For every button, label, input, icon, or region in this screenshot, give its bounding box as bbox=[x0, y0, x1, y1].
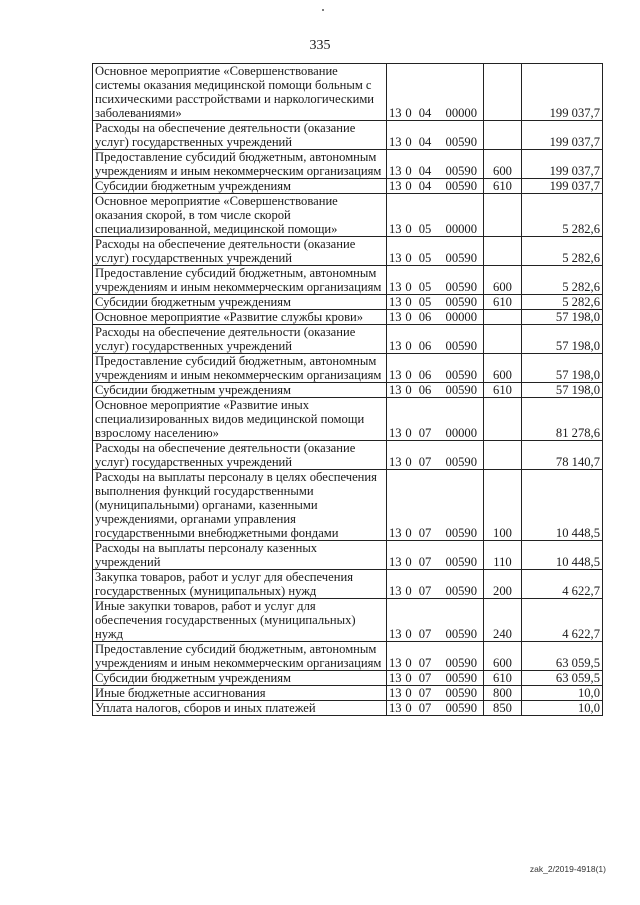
code-segment: 13 bbox=[389, 426, 402, 440]
table-row bbox=[93, 671, 603, 686]
row-name: Субсидии бюджетным учреждениям bbox=[93, 383, 387, 398]
code-segment: 00590 bbox=[445, 656, 477, 670]
code-segment: 00000 bbox=[445, 222, 477, 236]
code-segment: 07 bbox=[418, 584, 432, 598]
row-name: Иные бюджетные ассигнования bbox=[93, 686, 387, 701]
row-target-code bbox=[387, 441, 484, 470]
code-segment: 00000 bbox=[445, 106, 477, 120]
row-target-code bbox=[387, 325, 484, 354]
page-number: 335 bbox=[309, 38, 331, 53]
row-name: Субсидии бюджетным учреждениям bbox=[93, 295, 387, 310]
row-target-code bbox=[387, 237, 484, 266]
code-segment: 13 bbox=[389, 339, 402, 353]
row-target-code bbox=[387, 398, 484, 441]
row-name: Закупка товаров, работ и услуг для обеспечения государственных (муниципальных) нужд bbox=[93, 570, 387, 599]
code-segment: 06 bbox=[418, 383, 432, 397]
code-segment: 07 bbox=[418, 455, 432, 469]
code-segment: 00590 bbox=[445, 584, 477, 598]
table-row bbox=[93, 266, 603, 295]
code-segment: 0 bbox=[405, 280, 412, 294]
row-expense-type: 100 bbox=[484, 470, 522, 541]
code-segment: 13 bbox=[389, 164, 402, 178]
row-expense-type: 610 bbox=[484, 295, 522, 310]
code-segment: 07 bbox=[418, 627, 432, 641]
table-row bbox=[93, 541, 603, 570]
row-expense-type: 600 bbox=[484, 642, 522, 671]
table-row bbox=[93, 150, 603, 179]
code-segment: 06 bbox=[418, 339, 432, 353]
row-amount: 57 198,0 bbox=[522, 383, 603, 398]
row-expense-type bbox=[484, 398, 522, 441]
row-name: Расходы на обеспечение деятельности (оказание услуг) государственных учреждений bbox=[93, 121, 387, 150]
code-segment: 07 bbox=[418, 671, 432, 685]
table-row bbox=[93, 441, 603, 470]
row-name: Уплата налогов, сборов и иных платежей bbox=[93, 701, 387, 716]
code-segment: 0 bbox=[405, 627, 412, 641]
document-code: zak_2/2019-4918(1) bbox=[529, 864, 606, 874]
table-row bbox=[93, 470, 603, 541]
code-segment: 13 bbox=[389, 179, 402, 193]
code-segment: 04 bbox=[418, 135, 432, 149]
row-expense-type: 800 bbox=[484, 686, 522, 701]
row-name: Субсидии бюджетным учреждениям bbox=[93, 671, 387, 686]
row-amount: 63 059,5 bbox=[522, 671, 603, 686]
code-segment: 00590 bbox=[445, 671, 477, 685]
code-segment: 04 bbox=[418, 179, 432, 193]
row-name: Предоставление субсидий бюджетным, автономным учреждениям и иным некоммерческим организациям bbox=[93, 266, 387, 295]
row-target-code bbox=[387, 470, 484, 541]
code-segment: 00000 bbox=[445, 426, 477, 440]
code-segment: 05 bbox=[418, 280, 432, 294]
row-name: Основное мероприятие «Развитие иных специализированных видов медицинской помощи взрослому населению» bbox=[93, 398, 387, 441]
code-segment: 0 bbox=[405, 295, 412, 309]
row-amount: 63 059,5 bbox=[522, 642, 603, 671]
code-segment: 0 bbox=[405, 106, 412, 120]
code-segment: 0 bbox=[405, 701, 412, 715]
code-segment: 0 bbox=[405, 164, 412, 178]
code-segment: 05 bbox=[418, 251, 432, 265]
code-segment: 0 bbox=[405, 526, 412, 540]
row-expense-type: 610 bbox=[484, 671, 522, 686]
row-amount: 10,0 bbox=[522, 701, 603, 716]
row-amount: 57 198,0 bbox=[522, 310, 603, 325]
table-row bbox=[93, 383, 603, 398]
code-segment: 13 bbox=[389, 701, 402, 715]
code-segment: 13 bbox=[389, 455, 402, 469]
row-name: Предоставление субсидий бюджетным, автономным учреждениям и иным некоммерческим организациям bbox=[93, 354, 387, 383]
table-row bbox=[93, 310, 603, 325]
row-expense-type: 610 bbox=[484, 383, 522, 398]
row-name: Иные закупки товаров, работ и услуг для обеспечения государственных (муниципальных) нужд bbox=[93, 599, 387, 642]
code-segment: 00590 bbox=[445, 686, 477, 700]
row-target-code bbox=[387, 701, 484, 716]
row-expense-type: 600 bbox=[484, 266, 522, 295]
code-segment: 0 bbox=[405, 686, 412, 700]
row-name: Субсидии бюджетным учреждениям bbox=[93, 179, 387, 194]
code-segment: 00590 bbox=[445, 339, 477, 353]
table-row bbox=[93, 295, 603, 310]
budget-table bbox=[92, 63, 603, 716]
code-segment: 00590 bbox=[445, 135, 477, 149]
row-name: Предоставление субсидий бюджетным, автономным учреждениям и иным некоммерческим организациям bbox=[93, 150, 387, 179]
row-amount: 4 622,7 bbox=[522, 570, 603, 599]
code-segment: 13 bbox=[389, 627, 402, 641]
code-segment: 00590 bbox=[445, 179, 477, 193]
code-segment: 00590 bbox=[445, 295, 477, 309]
code-segment: 00590 bbox=[445, 701, 477, 715]
code-segment: 00590 bbox=[445, 383, 477, 397]
row-expense-type bbox=[484, 64, 522, 121]
code-segment: 13 bbox=[389, 295, 402, 309]
code-segment: 0 bbox=[405, 656, 412, 670]
code-segment: 13 bbox=[389, 526, 402, 540]
row-amount: 5 282,6 bbox=[522, 295, 603, 310]
table-row bbox=[93, 686, 603, 701]
table-row bbox=[93, 642, 603, 671]
row-target-code bbox=[387, 310, 484, 325]
table-row bbox=[93, 179, 603, 194]
row-target-code bbox=[387, 642, 484, 671]
row-expense-type: 600 bbox=[484, 150, 522, 179]
code-segment: 13 bbox=[389, 135, 402, 149]
table-row bbox=[93, 64, 603, 121]
table-row bbox=[93, 194, 603, 237]
table-row bbox=[93, 599, 603, 642]
code-segment: 00590 bbox=[445, 627, 477, 641]
code-segment: 0 bbox=[405, 310, 412, 324]
code-segment: 00590 bbox=[445, 164, 477, 178]
row-target-code bbox=[387, 266, 484, 295]
code-segment: 13 bbox=[389, 383, 402, 397]
row-amount: 5 282,6 bbox=[522, 194, 603, 237]
code-segment: 0 bbox=[405, 368, 412, 382]
row-name: Расходы на обеспечение деятельности (оказание услуг) государственных учреждений bbox=[93, 441, 387, 470]
row-name: Расходы на обеспечение деятельности (оказание услуг) государственных учреждений bbox=[93, 325, 387, 354]
code-segment: 0 bbox=[405, 671, 412, 685]
table-row bbox=[93, 325, 603, 354]
code-segment: 07 bbox=[418, 426, 432, 440]
code-segment: 0 bbox=[405, 555, 412, 569]
row-amount: 5 282,6 bbox=[522, 237, 603, 266]
row-target-code bbox=[387, 121, 484, 150]
table-row bbox=[93, 237, 603, 266]
row-amount: 199 037,7 bbox=[522, 64, 603, 121]
row-target-code bbox=[387, 541, 484, 570]
row-expense-type bbox=[484, 325, 522, 354]
row-amount: 10,0 bbox=[522, 686, 603, 701]
code-segment: 13 bbox=[389, 671, 402, 685]
code-segment: 04 bbox=[418, 164, 432, 178]
row-amount: 10 448,5 bbox=[522, 470, 603, 541]
row-target-code bbox=[387, 354, 484, 383]
code-segment: 05 bbox=[418, 222, 432, 236]
row-amount: 199 037,7 bbox=[522, 121, 603, 150]
row-amount: 4 622,7 bbox=[522, 599, 603, 642]
code-segment: 13 bbox=[389, 584, 402, 598]
code-segment: 0 bbox=[405, 222, 412, 236]
table-row bbox=[93, 570, 603, 599]
row-target-code bbox=[387, 599, 484, 642]
code-segment: 06 bbox=[418, 368, 432, 382]
row-target-code bbox=[387, 686, 484, 701]
row-amount: 81 278,6 bbox=[522, 398, 603, 441]
code-segment: 00590 bbox=[445, 526, 477, 540]
code-segment: 13 bbox=[389, 280, 402, 294]
code-segment: 0 bbox=[405, 179, 412, 193]
row-name: Расходы на обеспечение деятельности (оказание услуг) государственных учреждений bbox=[93, 237, 387, 266]
table-row bbox=[93, 354, 603, 383]
code-segment: 00000 bbox=[445, 310, 477, 324]
row-expense-type: 600 bbox=[484, 354, 522, 383]
code-segment: 13 bbox=[389, 222, 402, 236]
row-name: Расходы на выплаты персоналу казенных учреждений bbox=[93, 541, 387, 570]
code-segment: 13 bbox=[389, 106, 402, 120]
code-segment: 04 bbox=[418, 106, 432, 120]
code-segment: 0 bbox=[405, 339, 412, 353]
code-segment: 13 bbox=[389, 251, 402, 265]
code-segment: 0 bbox=[405, 426, 412, 440]
table-row bbox=[93, 398, 603, 441]
row-expense-type bbox=[484, 237, 522, 266]
code-segment: 13 bbox=[389, 368, 402, 382]
code-segment: 05 bbox=[418, 295, 432, 309]
code-segment: 07 bbox=[418, 555, 432, 569]
code-segment: 00590 bbox=[445, 368, 477, 382]
row-target-code bbox=[387, 64, 484, 121]
row-name: Основное мероприятие «Развитие службы крови» bbox=[93, 310, 387, 325]
row-target-code bbox=[387, 671, 484, 686]
row-name: Расходы на выплаты персоналу в целях обеспечения выполнения функций государственными (муниципальными) органами, казенными учреждениями, органами управления государственными внебюджетными фондами bbox=[93, 470, 387, 541]
code-segment: 00590 bbox=[445, 555, 477, 569]
row-amount: 199 037,7 bbox=[522, 150, 603, 179]
code-segment: 07 bbox=[418, 656, 432, 670]
code-segment: 13 bbox=[389, 310, 402, 324]
row-expense-type bbox=[484, 441, 522, 470]
row-amount: 57 198,0 bbox=[522, 354, 603, 383]
table-row bbox=[93, 121, 603, 150]
row-expense-type: 610 bbox=[484, 179, 522, 194]
code-segment: 00590 bbox=[445, 251, 477, 265]
row-expense-type bbox=[484, 121, 522, 150]
code-segment: 0 bbox=[405, 251, 412, 265]
code-segment: 0 bbox=[405, 383, 412, 397]
code-segment: 06 bbox=[418, 310, 432, 324]
row-amount: 199 037,7 bbox=[522, 179, 603, 194]
row-target-code bbox=[387, 570, 484, 599]
code-segment: 07 bbox=[418, 526, 432, 540]
code-segment: 00590 bbox=[445, 455, 477, 469]
row-expense-type: 200 bbox=[484, 570, 522, 599]
row-name: Основное мероприятие «Совершенствование оказания скорой, в том числе скорой специализированной, медицинской помощи» bbox=[93, 194, 387, 237]
code-segment: 0 bbox=[405, 455, 412, 469]
row-amount: 57 198,0 bbox=[522, 325, 603, 354]
code-segment: 00590 bbox=[445, 280, 477, 294]
row-target-code bbox=[387, 295, 484, 310]
row-name: Предоставление субсидий бюджетным, автономным учреждениям и иным некоммерческим организациям bbox=[93, 642, 387, 671]
table-row bbox=[93, 701, 603, 716]
code-segment: 13 bbox=[389, 555, 402, 569]
code-segment: 0 bbox=[405, 584, 412, 598]
code-segment: 07 bbox=[418, 686, 432, 700]
row-expense-type: 240 bbox=[484, 599, 522, 642]
code-segment: 07 bbox=[418, 701, 432, 715]
row-name: Основное мероприятие «Совершенствование системы оказания медицинской помощи больным с психическими расстройствами и наркологическими заболеваниями» bbox=[93, 64, 387, 121]
row-amount: 10 448,5 bbox=[522, 541, 603, 570]
row-amount: 78 140,7 bbox=[522, 441, 603, 470]
row-target-code bbox=[387, 194, 484, 237]
row-expense-type: 110 bbox=[484, 541, 522, 570]
scan-dot bbox=[322, 9, 324, 11]
code-segment: 13 bbox=[389, 656, 402, 670]
row-target-code bbox=[387, 383, 484, 398]
code-segment: 13 bbox=[389, 686, 402, 700]
row-expense-type bbox=[484, 310, 522, 325]
row-expense-type bbox=[484, 194, 522, 237]
code-segment: 0 bbox=[405, 135, 412, 149]
row-amount: 5 282,6 bbox=[522, 266, 603, 295]
row-target-code bbox=[387, 179, 484, 194]
row-expense-type: 850 bbox=[484, 701, 522, 716]
row-target-code bbox=[387, 150, 484, 179]
